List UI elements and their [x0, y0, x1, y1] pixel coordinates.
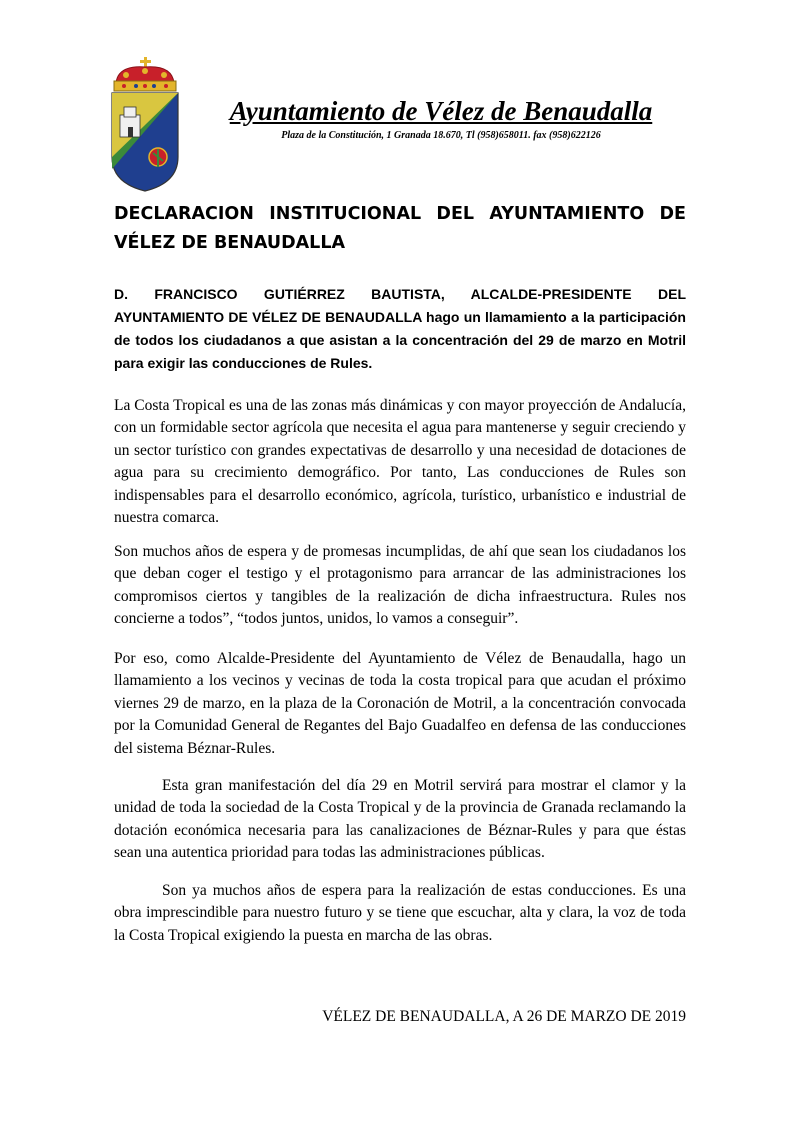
document-title: DECLARACION INSTITUCIONAL DEL AYUNTAMIENTO DE VÉLEZ DE BENAUDALLA [114, 204, 686, 253]
organization-address: Plaza de la Constitución, 1 Granada 18.670, Tl (958)658011. fax (958)622126 [281, 130, 601, 141]
body-paragraph: La Costa Tropical es una de las zonas más dinámicas y con mayor proyección de Andalucía, con un formidable sector agrícola que necesita el agua para mantenerse y seguir creciendo y un sector turístico con grandes expectativas de desarrollo y una necesidad de dotaciones de agua para su crecimiento demográfico. Por tanto, Las conducciones de Rules son indispensables para el desarrollo económico, agrícola, turístico, urbanístico e industrial de nuestra comarca. [114, 397, 686, 527]
intro-paragraph: D. FRANCISCO GUTIÉRREZ BAUTISTA, ALCALDE-PRESIDENTE DEL AYUNTAMIENTO DE VÉLEZ DE BENAUDALLA hago un llamamiento a la participación de todos los ciudadanos a que asistan a la concentración del 29 de marzo en Motril para exigir las conducciones de Rules. [114, 286, 686, 371]
body-paragraph: Por eso, como Alcalde-Presidente del Ayuntamiento de Vélez de Benaudalla, hago un llamamiento a los vecinos y vecinas de toda la costa tropical para que acudan el próximo viernes 29 de marzo, en la plaza de la Coronación de Motril, a la concentración convocada por la Comunidad General de Regantes del Bajo Guadalfeo en defensa de las conducciones del sistema Béznar-Rules. [114, 650, 686, 757]
body-paragraph: Esta gran manifestación del día 29 en Motril servirá para mostrar el clamor y la unidad de toda la sociedad de la Costa Tropical y de la provincia de Granada reclamando la dotación económica necesaria para las canalizaciones de Béznar-Rules y para que éstas sean una autentica prioridad para todas las administraciones públicas. [114, 777, 686, 862]
organization-name: Ayuntamiento de Vélez de Benaudalla [229, 96, 653, 126]
municipal-crest-icon [108, 57, 182, 193]
body-paragraph: Son muchos años de espera y de promesas incumplidas, de ahí que sean los ciudadanos los que deban coger el testigo y el protagonismo para arrancar de las administraciones los compromisos ciertos y tangibles de la realización de dicha infraestructura. Rules nos concierne a todos”, “todos juntos, unidos, lo vamos a conseguir”. [114, 543, 686, 628]
place-and-date: VÉLEZ DE BENAUDALLA, A 26 DE MARZO DE 2019 [322, 1008, 686, 1025]
body-paragraph: Son ya muchos años de espera para la realización de estas conducciones. Es una obra imprescindible para nuestro futuro y se tiene que escuchar, alta y clara, la voz de toda la Costa Tropical exigiendo la puesta en marcha de las obras. [114, 882, 686, 944]
